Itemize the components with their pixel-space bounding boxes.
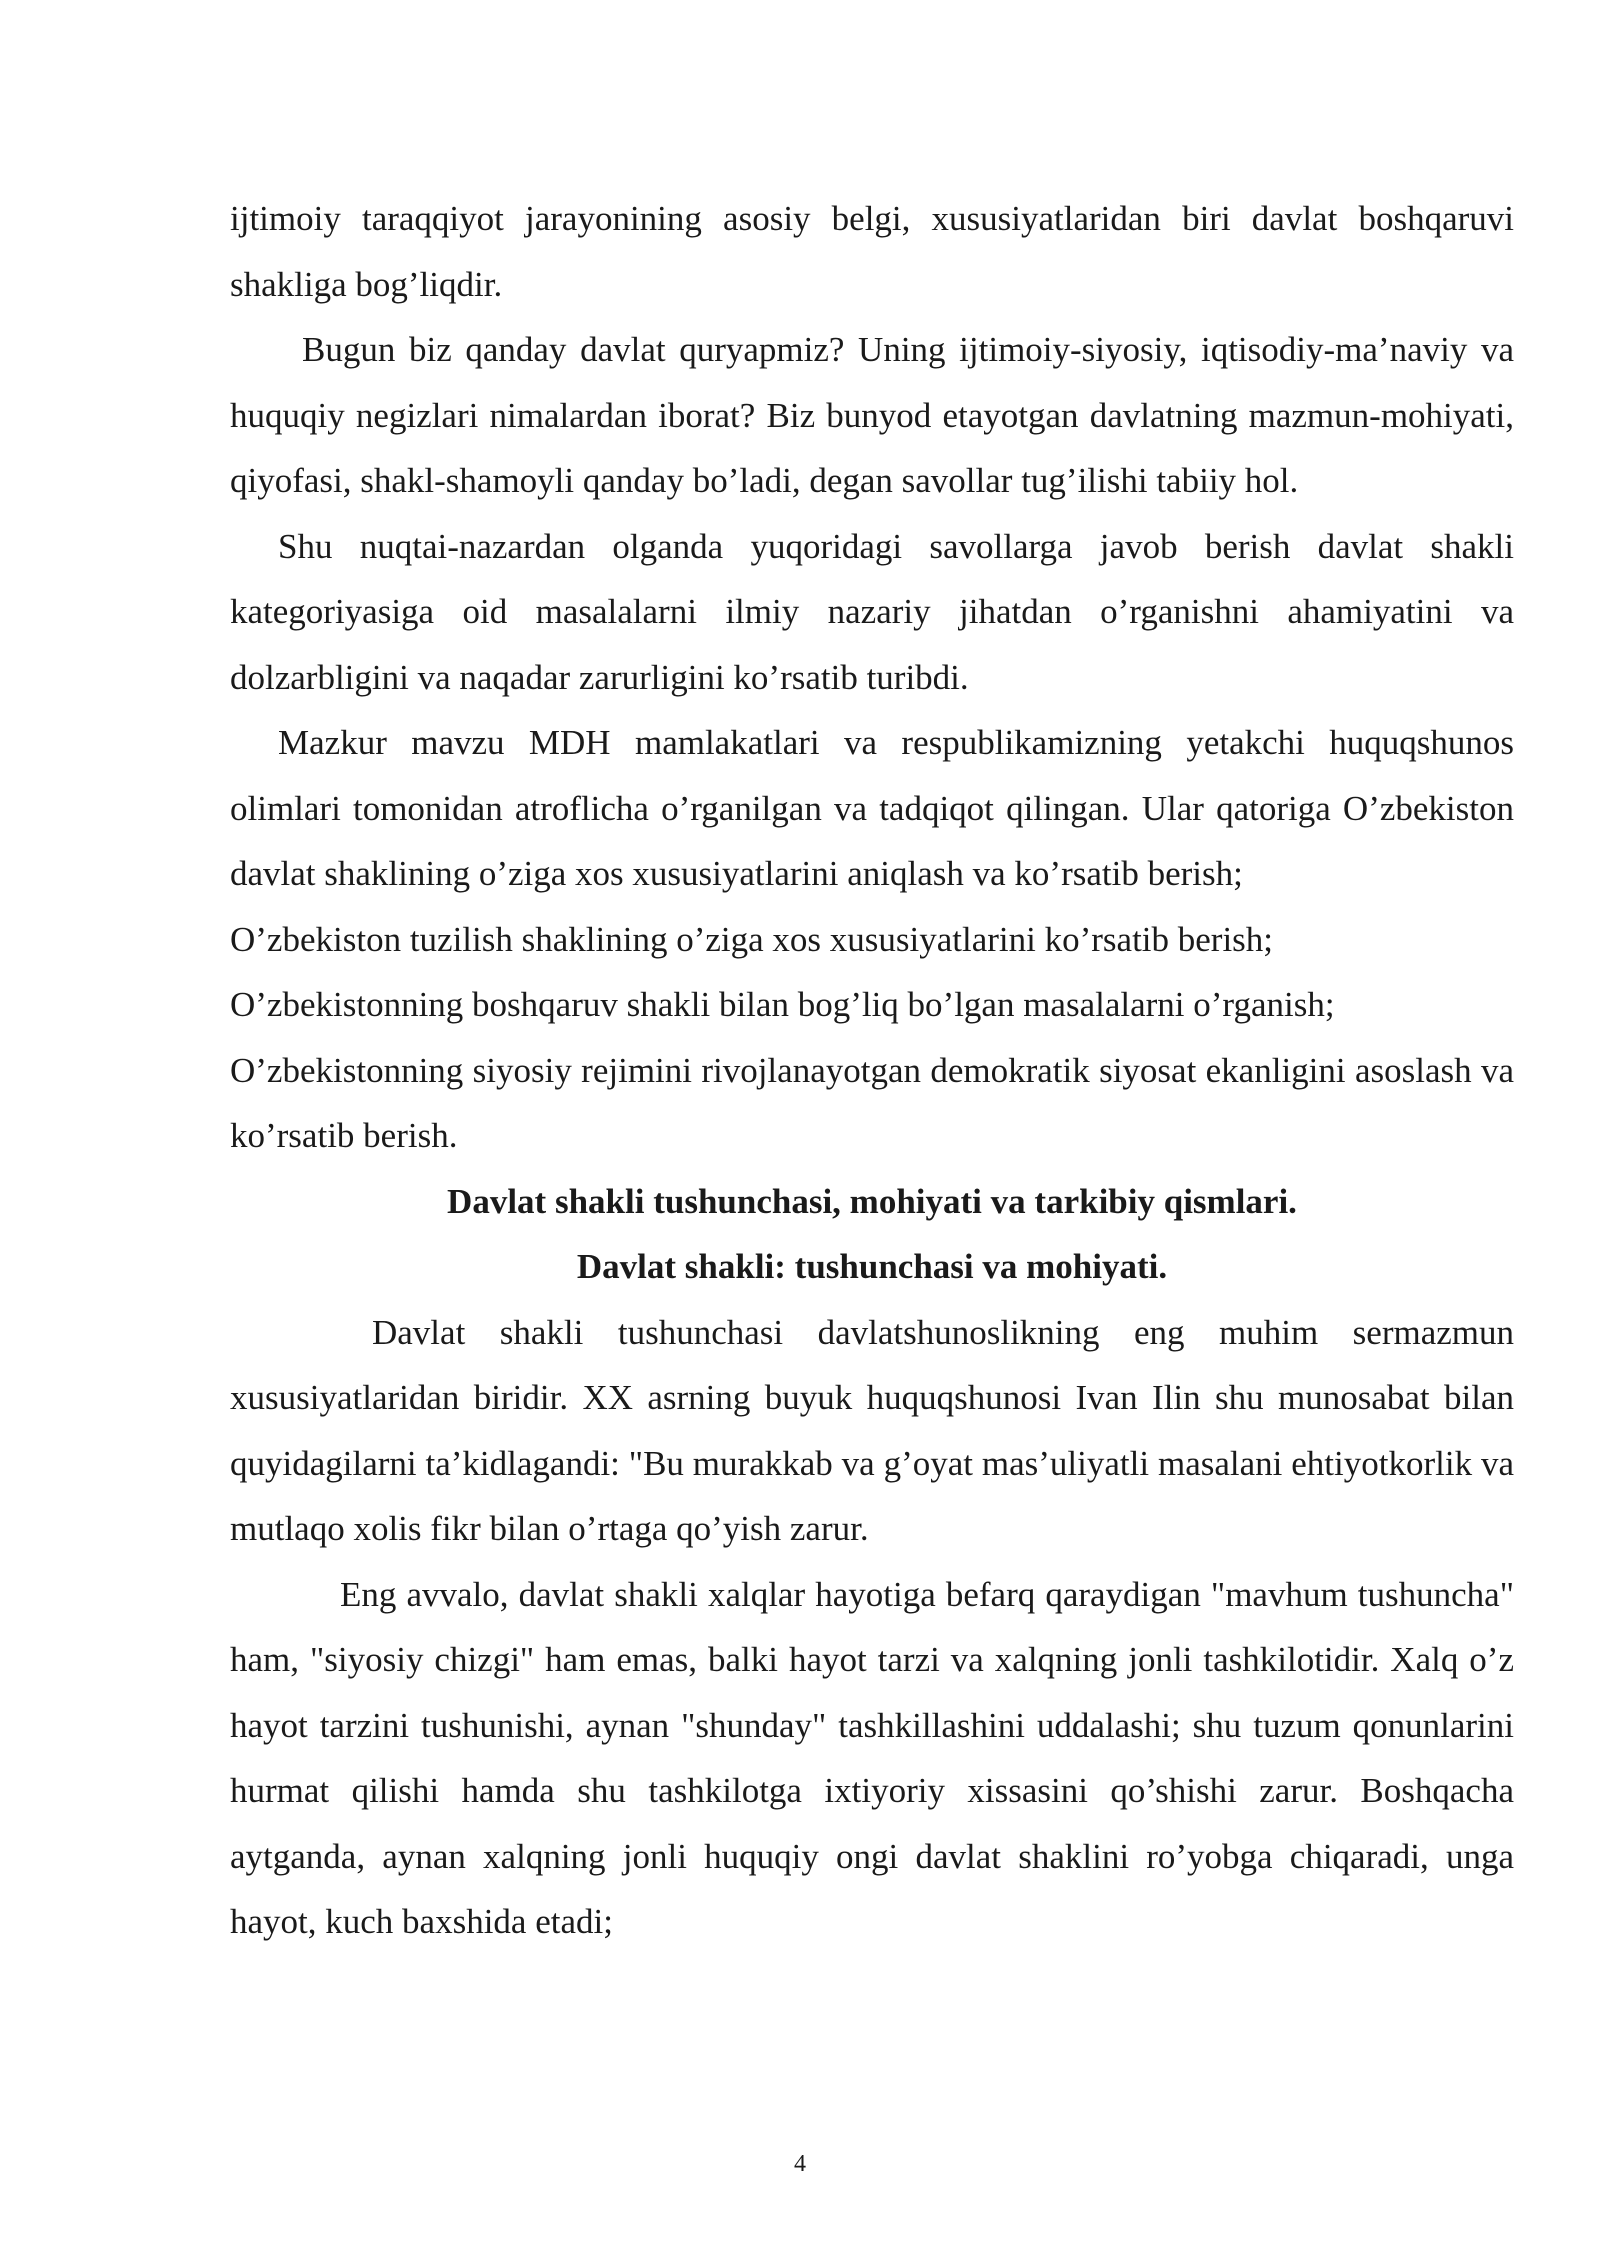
page-number: 4 bbox=[794, 2151, 806, 2177]
paragraph: ijtimoiy taraqqiyot jarayonining asosiy belgi, xususiyatlaridan biri davlat boshqaruvi shakliga bog’liqdir. bbox=[230, 199, 1514, 304]
section-heading: Davlat shakli tushunchasi, mohiyati va tarkibiy qismlari. bbox=[447, 1181, 1297, 1221]
paragraph: O’zbekiston tuzilish shaklining o’ziga xos xususiyatlarini ko’rsatib berish; bbox=[230, 919, 1274, 959]
paragraph: Bugun biz qanday davlat quryapmiz? Uning ijtimoiy-siyosiy, iqtisodiy-ma’naviy va huquqiy negizlari nimalardan iborat? Biz bunyod etayotgan davlatning mazmun-mohiyati, qiyofasi, shakl-shamoyli qanday bo’ladi, degan savollar tug’ilishi tabiiy hol. bbox=[230, 330, 1514, 500]
paragraph: Shu nuqtai-nazardan olganda yuqoridagi savollarga javob berish davlat shakli kategoriyasiga oid masalalarni ilmiy nazariy jihatdan o’rganishni ahamiyatini va dolzarbligini va naqadar zarurligini ko’rsatib turibdi. bbox=[230, 526, 1514, 697]
paragraph: Mazkur mavzu MDH mamlakatlari va respublikamizning yetakchi huquqshunos olimlari tomonidan atroflicha o’rganilgan va tadqiqot qilingan. Ular qatoriga O’zbekiston davlat shaklining o’ziga xos xususiyatlarini aniqlash va ko’rsatib berish; bbox=[230, 723, 1514, 893]
paragraph: Eng avvalo, davlat shakli xalqlar hayotiga befarq qaraydigan "mavhum tushuncha" ham, "siyosiy chizgi" ham emas, balki hayot tarzi va xalqning jonli tashkilotidir. Xalq o’z hayot tarzini tushunishi, aynan "shunday" tashkillashini uddalashi; shu tuzum qonunlarini hurmat qilishi hamda shu tashkilotga ixtiyoriy xissasini qo’shishi zarur. Boshqacha aytganda, aynan xalqning jonli huquqiy ongi davlat shaklini ro’yobga chiqaradi, unga hayot, kuch baxshida etadi; bbox=[230, 1574, 1514, 1941]
paragraph: O’zbekistonning siyosiy rejimini rivojlanayotgan demokratik siyosat ekanligini asoslash va ko’rsatib berish. bbox=[230, 1050, 1514, 1155]
document-body bbox=[230, 186, 1514, 1955]
paragraph: O’zbekistonning boshqaruv shakli bilan bog’liq bo’lgan masalalarni o’rganish; bbox=[230, 985, 1335, 1024]
subsection-heading: Davlat shakli: tushunchasi va mohiyati. bbox=[576, 1247, 1168, 1286]
paragraph: Davlat shakli tushunchasi davlatshunoslikning eng muhim sermazmun xususiyatlaridan biridir. XX asrning buyuk huquqshunosi Ivan Ilin shu munosabat bilan quyidagilarni ta’kidlagandi: "Bu murakkab va g’oyat mas’uliyatli masalani ehtiyotkorlik va mutlaqo xolis fikr bilan o’rtaga qo’yish zarur. bbox=[230, 1312, 1514, 1548]
